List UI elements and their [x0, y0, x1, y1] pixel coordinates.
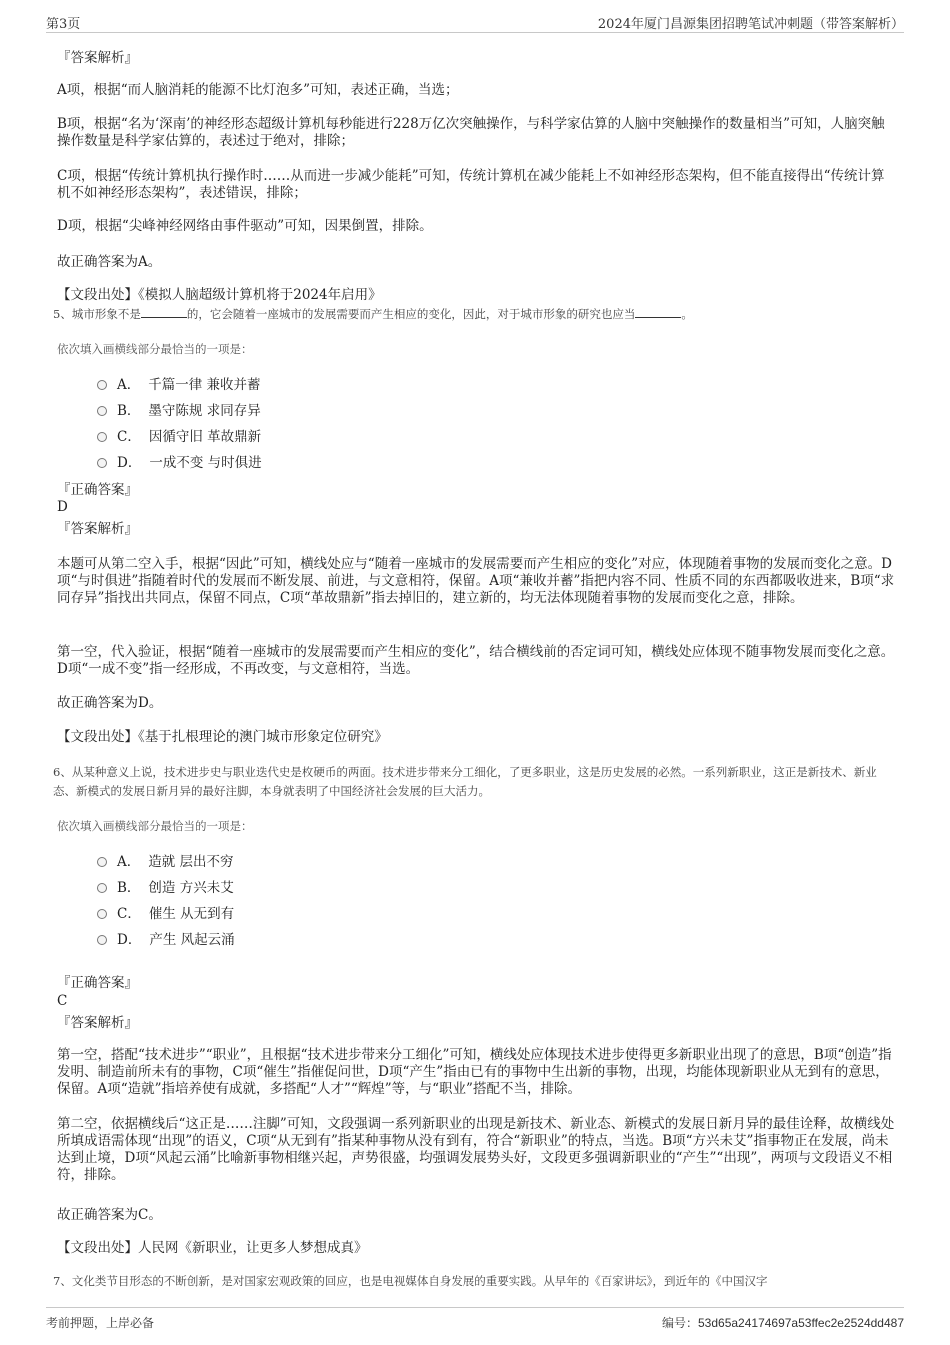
- q6-option-c[interactable]: C． 催生 从无到有: [97, 905, 234, 923]
- q4-conclusion: 故正确答案为A。: [57, 254, 162, 270]
- q5-correct-label: 『正确答案』: [57, 482, 138, 498]
- q4-analysis-a: A项，根据“而人脑消耗的能源不比灯泡多”可知，表述正确，当选；: [57, 82, 459, 98]
- radio-icon[interactable]: [97, 909, 107, 919]
- q6-analysis-p1: 第一空，搭配“技术进步”“职业”，且根据“技术进步带来分工细化”可知，横线处应体现技术进步使得更多新职业出现了的意思，B项“创造”指发明、制造前所未有的事物，C项“催生”指催促问世，D项“产生”指由已有的事物中生出新的事物，出现，均能体现新职业从无到有的意思，保留。A项“造就”指培养使有成就，多搭配“人才”“辉煌”等，与“职业”搭配不当，排除。: [57, 1047, 892, 1097]
- q6-analysis-p2: 第二空，依据横线后“这正是……注脚”可知，文段强调一系列新职业的出现是新技术、新业态、新模式的发展日新月异的最佳诠释，故横线处所填成语需体现“出现”的语义，C项“从无到有”指某种事物从没有到有，符合“新职业”的特点，当选。B项“方兴未艾”指事物正在发展，尚未达到止境，D项“风起云涌”比喻新事物相继兴起，声势很盛，均强调发展势头好，文段更多强调新职业的“产生”“出现”，两项与文段语义不相符，排除。: [57, 1116, 895, 1183]
- q5-analysis-label: 『答案解析』: [57, 521, 138, 537]
- q5-stem: 5、城市形象不是 的，它会随着一座城市的发展需要而产生相应的变化，因此，对于城市形象的研究也应当 。: [53, 307, 693, 321]
- q6-source: 【文段出处】人民网《新职业，让更多人梦想成真》: [57, 1240, 368, 1256]
- q6-correct-label: 『正确答案』: [57, 975, 138, 991]
- radio-icon[interactable]: [97, 432, 107, 442]
- radio-icon[interactable]: [97, 935, 107, 945]
- q5-conclusion: 故正确答案为D。: [57, 695, 163, 711]
- radio-icon[interactable]: [97, 857, 107, 867]
- q6-option-d[interactable]: D． 产生 风起云涌: [97, 931, 235, 949]
- q5-blank-2: [635, 307, 681, 318]
- q6-option-b[interactable]: B． 创造 方兴未艾: [97, 879, 234, 897]
- q6-conclusion: 故正确答案为C。: [57, 1207, 162, 1223]
- radio-icon[interactable]: [97, 883, 107, 893]
- q4-analysis-label: 『答案解析』: [57, 50, 138, 66]
- page-header: [46, 12, 904, 33]
- q5-blank-1: [141, 307, 187, 318]
- document-title: 2024年厦门昌源集团招聘笔试冲刺题（带答案解析）: [597, 17, 904, 32]
- q7-stem: 7、文化类节目形态的不断创新，是对国家宏观政策的回应，也是电视媒体自身发展的重要实践。从早年的《百家讲坛》，到近年的《中国汉字: [53, 1274, 768, 1288]
- q6-correct-value: C: [57, 993, 68, 1009]
- q5-option-d[interactable]: D． 一成不变 与时俱进: [97, 454, 262, 472]
- q6-hint: 依次填入画横线部分最恰当的一项是：: [57, 819, 253, 833]
- q5-analysis-p1: 本题可从第二空入手，根据“因此”可知，横线处应与“随着一座城市的发展需要而产生相应的变化”对应，体现随着事物的发展而变化之意。D项“与时俱进”指随着时代的发展而不断发展、前进，与文意相符，保留。A项“兼收并蓄”指把内容不同、性质不同的东西都吸收进来，B项“求同存异”指找出共同点，保留不同点，C项“革故鼎新”指去掉旧的，建立新的，均无法体现随着事物的发展而变化之意，排除。: [57, 556, 895, 606]
- q5-hint: 依次填入画横线部分最恰当的一项是：: [57, 342, 253, 356]
- q5-source: 【文段出处】《基于扎根理论的澳门城市形象定位研究》: [57, 729, 388, 745]
- q6-option-a[interactable]: A． 造就 层出不穷: [97, 853, 234, 871]
- footer-slogan: 考前押题，上岸必备: [46, 1316, 155, 1330]
- q5-option-b[interactable]: B． 墨守陈规 求同存异: [97, 402, 261, 420]
- radio-icon[interactable]: [97, 380, 107, 390]
- q4-analysis-b: B项，根据“名为‘深南’的神经形态超级计算机每秒能进行228万亿次突触操作，与科学家估算的人脑中突触操作的数量相当”可知，人脑突触操作数量是科学家估算的，表述过于绝对，排除；: [57, 116, 885, 149]
- q5-option-c[interactable]: C． 因循守旧 革故鼎新: [97, 428, 261, 446]
- q5-correct-value: D: [57, 499, 68, 515]
- page-number: 第3页: [46, 17, 81, 32]
- q5-analysis-p2: 第一空，代入验证，根据“随着一座城市的发展需要而产生相应的变化”，结合横线前的否定词可知，横线处应体现不随事物发展而变化之意。D项“一成不变”指一经形成，不再改变，与文意相符，当选。: [57, 644, 895, 677]
- page-footer: [46, 1307, 904, 1332]
- footer-code: 编号：53d65a24174697a53ffec2e2524dd487: [661, 1316, 904, 1330]
- q6-analysis-label: 『答案解析』: [57, 1015, 138, 1031]
- q5-option-a[interactable]: A． 千篇一律 兼收并蓄: [97, 376, 261, 394]
- q4-source: 【文段出处】《模拟人脑超级计算机将于2024年启用》: [57, 287, 382, 303]
- q4-analysis-d: D项，根据“尖峰神经网络由事件驱动”可知，因果倒置，排除。: [57, 218, 433, 234]
- q6-stem: 6、从某种意义上说，技术进步史与职业迭代史是枚硬币的两面。技术进步带来分工细化，了更多职业，这是历史发展的必然。一系列新职业，这正是新技术、新业态、新模式的发展日新月异的最好注脚，本身就表明了中国经济社会发展的巨大活力。: [53, 765, 877, 798]
- q4-analysis-c: C项，根据“传统计算机执行操作时……从而进一步减少能耗”可知，传统计算机在减少能耗上不如神经形态架构，但不能直接得出“传统计算机不如神经形态架构”，表述错误，排除；: [57, 168, 885, 201]
- radio-icon[interactable]: [97, 406, 107, 416]
- radio-icon[interactable]: [97, 458, 107, 468]
